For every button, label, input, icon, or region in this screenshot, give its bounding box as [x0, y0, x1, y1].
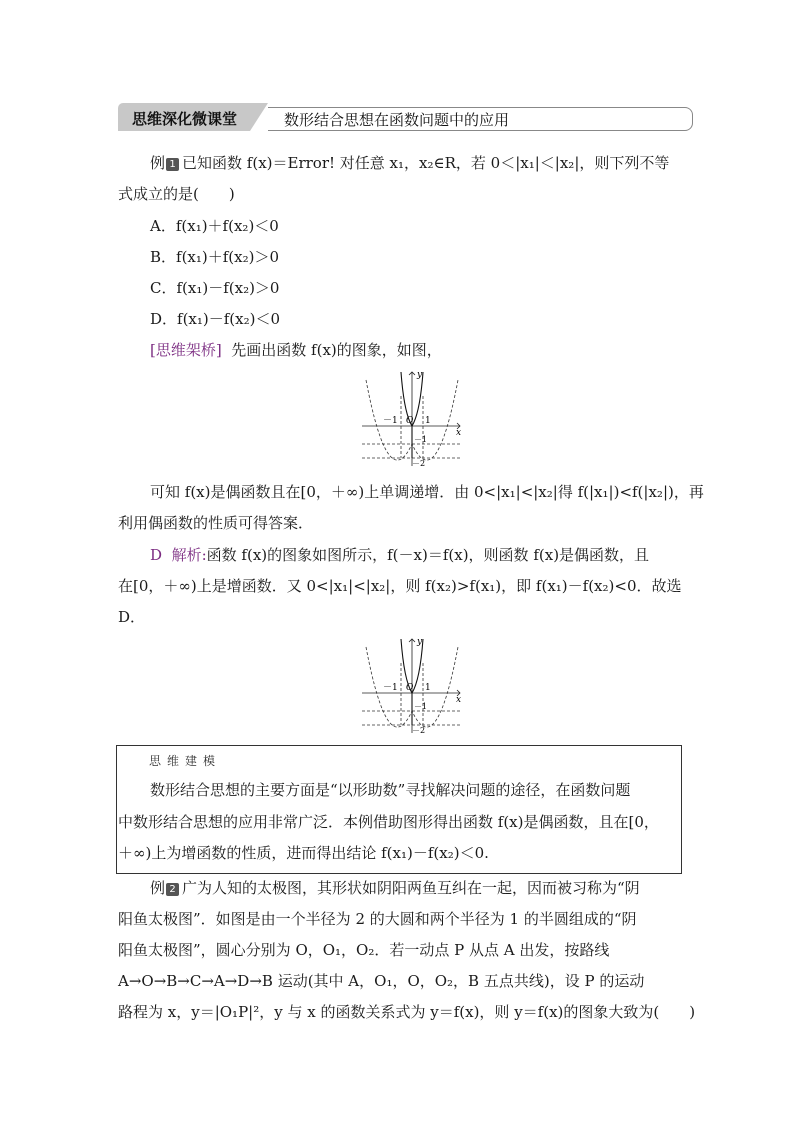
tick-label-one: 1 — [425, 683, 431, 693]
tick-label-y-neg-two: －2 — [412, 459, 426, 468]
banner-title: 数形结合思想在函数问题中的应用 — [284, 111, 510, 129]
example2-line4: A→O→B→C→A→D→B 运动(其中 A，O₁，O，O₂，B 五点共线)，设 P 的运动 — [118, 972, 645, 990]
example2-text1: 广为人知的太极图，其形状如阴阳两鱼互纠在一起，因而被习称为“阴 — [182, 879, 640, 897]
example1-stem-line1 — [150, 153, 669, 173]
model-line2: 中数形结合思想的应用非常广泛．本例借助图形得出函数 f(x)是偶函数，且在[0， — [118, 813, 659, 831]
axis-label-x: x — [456, 428, 462, 438]
section-banner — [118, 103, 696, 131]
tick-label-neg-one: －1 — [383, 683, 398, 693]
axis-label-y: y — [417, 370, 423, 380]
origin-label: O — [406, 683, 414, 693]
example2-line2: 阳鱼太极图”．如图是由一个半径为 2 的大圆和两个半径为 1 的半圆组成的“阴 — [118, 910, 637, 928]
function-graph-2 — [360, 635, 464, 735]
solution-text1: 函数 f(x)的图象如图所示，f(－x)＝f(x)，则函数 f(x)是偶函数，且 — [206, 546, 650, 564]
tick-label-neg-one: －1 — [383, 416, 398, 426]
bridge-label: [思维架桥] — [150, 341, 222, 359]
tick-label-y-neg-one: －1 — [414, 702, 428, 711]
option-b: B．f(x₁)＋f(x₂)＞0 — [150, 248, 280, 266]
example1-stem-line2: 式成立的是( ) — [118, 185, 235, 203]
option-a: A．f(x₁)＋f(x₂)＜0 — [150, 217, 279, 235]
example-number-badge: 2 — [166, 883, 179, 896]
tick-label-y-neg-one: －1 — [414, 435, 428, 444]
option-c: C．f(x₁)－f(x₂)＞0 — [150, 279, 280, 297]
tick-label-y-neg-two: －2 — [412, 726, 426, 735]
conclusion-line2: 利用偶函数的性质可得答案． — [118, 514, 314, 532]
solution-line2: 在[0，＋∞)上是增函数．又 0<|x₁|<|x₂|，则 f(x₂)>f(x₁)，即 f(x₁)－f(x₂)<0．故选 — [118, 577, 682, 595]
conclusion-line1: 可知 f(x)是偶函数且在[0，＋∞)上单调递增．由 0<|x₁|<|x₂|得 f(|x₁|)<f(|x₂|)，再 — [150, 483, 704, 501]
answer-letter: D — [150, 546, 163, 564]
example-label: 例 — [150, 879, 166, 897]
solution-label: 解析: — [171, 546, 207, 564]
example-label: 例 — [150, 154, 166, 172]
curve-right — [412, 372, 423, 426]
model-title: 思维建模 — [149, 754, 222, 768]
bridge-line — [150, 340, 442, 360]
axis-label-y: y — [417, 637, 423, 647]
function-graph-1 — [360, 368, 464, 468]
option-d: D．f(x₁)－f(x₂)＜0 — [150, 310, 281, 328]
example1-stem-text: 已知函数 f(x)＝Error! 对任意 x₁，x₂∈R，若 0＜|x₁|＜|x₂|，则下列不等 — [182, 154, 670, 172]
banner-tag: 思维深化微课堂 — [132, 110, 238, 128]
model-line1: 数形结合思想的主要方面是“以形助数”寻找解决问题的途径，在函数问题 — [150, 781, 631, 799]
solution-line1 — [150, 545, 649, 565]
example-number-badge: 1 — [166, 158, 179, 171]
model-line3: ＋∞)上为增函数的性质，进而得出结论 f(x₁)－f(x₂)＜0. — [118, 844, 489, 862]
example2-line5: 路程为 x，y＝|O₁P|²，y 与 x 的函数关系式为 y＝f(x)，则 y＝f(x)的图象大致为( ) — [118, 1003, 696, 1021]
bridge-text: 先画出函数 f(x)的图象，如图， — [231, 341, 442, 359]
axis-label-x: x — [456, 695, 462, 705]
solution-line3: D． — [118, 608, 146, 626]
tick-label-one: 1 — [425, 416, 431, 426]
example2-line1 — [150, 878, 640, 898]
origin-label: O — [406, 416, 414, 426]
example2-line3: 阳鱼太极图”，圆心分别为 O，O₁，O₂．若一动点 P 从点 A 出发，按路线 — [118, 941, 610, 959]
